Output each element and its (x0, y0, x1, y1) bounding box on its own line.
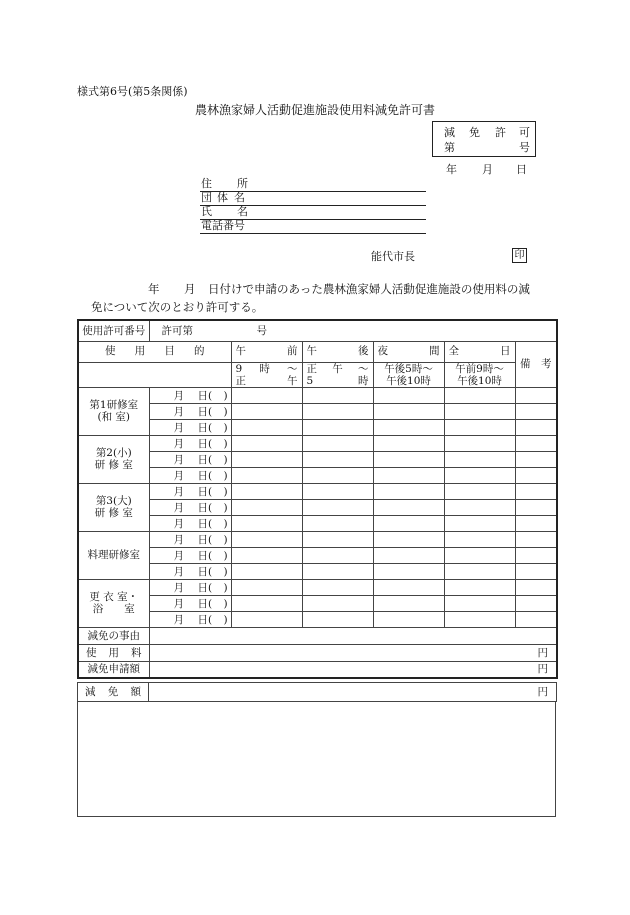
date-cell[interactable]: 月 日( ) (149, 403, 231, 419)
purpose-label: 使 用 目 的 (78, 341, 231, 362)
time-slot-cell[interactable] (444, 563, 515, 579)
permit-number-box: 減 免 許 可 第 号 (432, 121, 536, 157)
exemption-table (77, 682, 557, 702)
issue-date-month: 月 (482, 163, 493, 176)
date-cell[interactable]: 月 日( ) (149, 515, 231, 531)
remarks-cell[interactable] (515, 499, 557, 515)
time-slot-cell[interactable] (302, 531, 373, 547)
time-slot-cell[interactable] (444, 531, 515, 547)
time-slot-cell[interactable] (302, 419, 373, 435)
date-cell[interactable]: 月 日( ) (149, 419, 231, 435)
time-slot-cell[interactable] (444, 387, 515, 403)
time-slot-cell[interactable] (302, 467, 373, 483)
col-allday-top: 全 日 (444, 341, 515, 362)
notes-area[interactable] (77, 701, 556, 817)
request-value[interactable]: 円 (149, 661, 557, 678)
remarks-cell[interactable] (515, 483, 557, 499)
time-slot-cell[interactable] (302, 611, 373, 627)
date-cell[interactable]: 月 日( ) (149, 579, 231, 595)
remarks-cell[interactable] (515, 403, 557, 419)
statement-line1: 日付けで申請のあった農林漁家婦人活動促進施設の使用料の減 (208, 282, 530, 296)
date-cell[interactable]: 月 日( ) (149, 595, 231, 611)
time-slot-cell[interactable] (444, 579, 515, 595)
time-slot-cell[interactable] (302, 435, 373, 451)
seal-mark: 印 (512, 248, 527, 263)
remarks-cell[interactable] (515, 595, 557, 611)
issue-date-day: 日 (516, 163, 527, 176)
remarks-cell[interactable] (515, 547, 557, 563)
time-slot-cell[interactable] (444, 499, 515, 515)
date-cell[interactable]: 月 日( ) (149, 563, 231, 579)
time-slot-cell[interactable] (231, 467, 302, 483)
time-slot-cell[interactable] (302, 595, 373, 611)
permit-number-value[interactable]: 許可第 号 (149, 320, 557, 341)
permit-number-label: 使用許可番号 (78, 320, 149, 341)
statement-year: 年 (148, 282, 160, 296)
col-night-top: 夜 間 (373, 341, 444, 362)
purpose-value[interactable] (78, 362, 231, 387)
purpose-row (78, 341, 557, 362)
statement-line2: 免について次のとおり許可する。 (91, 300, 264, 314)
time-slot-cell[interactable] (302, 547, 373, 563)
date-cell[interactable]: 月 日( ) (149, 451, 231, 467)
time-slot-cell[interactable] (231, 531, 302, 547)
request-label: 減免申請額 (78, 661, 149, 678)
time-slot-cell[interactable] (231, 595, 302, 611)
usage-table (77, 319, 558, 679)
time-slot-cell[interactable] (231, 611, 302, 627)
time-slot-cell[interactable] (444, 435, 515, 451)
address-field[interactable]: 住 所 (200, 177, 426, 192)
room-date-row (78, 419, 557, 435)
time-slot-cell[interactable] (231, 451, 302, 467)
time-slot-cell[interactable] (302, 579, 373, 595)
request-row (78, 661, 557, 678)
time-slot-cell[interactable] (302, 499, 373, 515)
room-date-row (78, 515, 557, 531)
time-slot-cell[interactable] (231, 403, 302, 419)
room-date-row (78, 435, 557, 451)
time-slot-cell[interactable] (373, 611, 444, 627)
room-date-row (78, 595, 557, 611)
time-slot-cell[interactable] (373, 435, 444, 451)
time-slot-cell[interactable] (373, 403, 444, 419)
col-allday-time: 午前9時～ 午後10時 (444, 362, 515, 387)
time-slot-cell[interactable] (302, 451, 373, 467)
mayor-label: 能代市長 (371, 250, 415, 263)
phone-field[interactable]: 電話番号 (200, 219, 426, 234)
date-cell[interactable]: 月 日( ) (149, 483, 231, 499)
room-label: 更 衣 室・ 浴 室 (78, 579, 149, 627)
room-date-row (78, 611, 557, 627)
room-date-row (78, 451, 557, 467)
remarks-cell[interactable] (515, 467, 557, 483)
room-date-row (78, 547, 557, 563)
exemption-row (78, 683, 557, 702)
room-date-row (78, 483, 557, 499)
fee-value[interactable]: 円 (149, 644, 557, 661)
time-slot-cell[interactable] (231, 419, 302, 435)
room-label: 第3(大) 研 修 室 (78, 483, 149, 531)
time-slot-cell[interactable] (373, 595, 444, 611)
room-date-row (78, 531, 557, 547)
time-slot-cell[interactable] (373, 531, 444, 547)
remarks-cell[interactable] (515, 579, 557, 595)
date-cell[interactable]: 月 日( ) (149, 611, 231, 627)
date-cell[interactable]: 月 日( ) (149, 435, 231, 451)
time-slot-cell[interactable] (231, 483, 302, 499)
time-slot-cell[interactable] (373, 515, 444, 531)
time-slot-cell[interactable] (373, 483, 444, 499)
col-pm-top: 午 後 (302, 341, 373, 362)
room-label: 第1研修室 (和 室) (78, 387, 149, 435)
time-slot-cell[interactable] (373, 563, 444, 579)
date-cell[interactable]: 月 日( ) (149, 499, 231, 515)
room-date-row (78, 387, 557, 403)
fee-label: 使 用 料 (78, 644, 149, 661)
time-slot-cell[interactable] (231, 547, 302, 563)
time-slot-cell[interactable] (444, 451, 515, 467)
time-slot-cell[interactable] (444, 595, 515, 611)
remarks-cell[interactable] (515, 451, 557, 467)
reason-row (78, 627, 557, 644)
time-slot-cell[interactable] (231, 563, 302, 579)
room-label: 料理研修室 (78, 531, 149, 579)
statement-month: 月 (184, 282, 196, 296)
remarks-cell[interactable] (515, 387, 557, 403)
date-cell[interactable]: 月 日( ) (149, 547, 231, 563)
time-slot-cell[interactable] (444, 611, 515, 627)
time-slot-cell[interactable] (302, 403, 373, 419)
time-slot-cell[interactable] (373, 451, 444, 467)
remarks-cell[interactable] (515, 435, 557, 451)
room-date-row (78, 579, 557, 595)
time-slot-cell[interactable] (373, 579, 444, 595)
time-slot-cell[interactable] (373, 499, 444, 515)
time-slot-cell[interactable] (302, 483, 373, 499)
form-number: 様式第6号(第5条関係) (77, 85, 188, 98)
time-slot-cell[interactable] (444, 403, 515, 419)
document-title: 農林漁家婦人活動促進施設使用料減免許可書 (195, 103, 436, 117)
time-slot-cell[interactable] (231, 515, 302, 531)
remarks-label: 備 考 (515, 341, 557, 387)
reason-value[interactable] (149, 627, 557, 644)
permit-number-row (78, 320, 557, 341)
date-cell[interactable]: 月 日( ) (149, 531, 231, 547)
col-am-time: 9 時 ～ 正 午 (231, 362, 302, 387)
time-slot-cell[interactable] (444, 515, 515, 531)
col-pm-time: 正 午 ～ 5 時 (302, 362, 373, 387)
remarks-cell[interactable] (515, 531, 557, 547)
col-night-time: 午後5時～ 午後10時 (373, 362, 444, 387)
col-am-top: 午 前 (231, 341, 302, 362)
remarks-cell[interactable] (515, 419, 557, 435)
time-row (78, 362, 557, 387)
time-slot-cell[interactable] (302, 563, 373, 579)
time-slot-cell[interactable] (444, 467, 515, 483)
room-date-row (78, 499, 557, 515)
exemption-value[interactable]: 円 (149, 683, 557, 702)
exemption-label: 減 免 額 (78, 683, 149, 702)
time-slot-cell[interactable] (231, 579, 302, 595)
room-date-row (78, 467, 557, 483)
time-slot-cell[interactable] (444, 547, 515, 563)
issue-date-year: 年 (446, 163, 457, 176)
time-slot-cell[interactable] (231, 499, 302, 515)
organization-field[interactable]: 団 体 名 (200, 191, 426, 206)
fee-row (78, 644, 557, 661)
reason-label: 減免の事由 (78, 627, 149, 644)
remarks-cell[interactable] (515, 515, 557, 531)
time-slot-cell[interactable] (302, 515, 373, 531)
name-field[interactable]: 氏 名 (200, 205, 426, 220)
time-slot-cell[interactable] (373, 467, 444, 483)
time-slot-cell[interactable] (444, 419, 515, 435)
room-date-row (78, 403, 557, 419)
time-slot-cell[interactable] (231, 435, 302, 451)
date-cell[interactable]: 月 日( ) (149, 387, 231, 403)
time-slot-cell[interactable] (373, 547, 444, 563)
time-slot-cell[interactable] (444, 483, 515, 499)
time-slot-cell[interactable] (231, 387, 302, 403)
remarks-cell[interactable] (515, 563, 557, 579)
remarks-cell[interactable] (515, 611, 557, 627)
time-slot-cell[interactable] (302, 387, 373, 403)
room-date-row (78, 563, 557, 579)
date-cell[interactable]: 月 日( ) (149, 467, 231, 483)
time-slot-cell[interactable] (373, 419, 444, 435)
room-label: 第2(小) 研 修 室 (78, 435, 149, 483)
time-slot-cell[interactable] (373, 387, 444, 403)
